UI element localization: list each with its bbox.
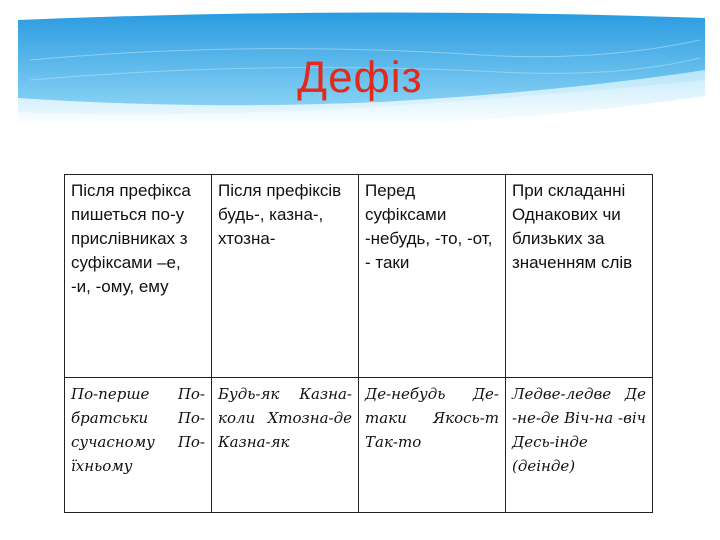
example-cell-2: Будь-як Казна-коли Хтозна-де Казна-як bbox=[212, 378, 359, 513]
examples-row bbox=[65, 378, 653, 513]
rule-cell-4: При складанні Однакових чи близьких за значенням слів bbox=[506, 175, 653, 378]
rules-row bbox=[65, 175, 653, 378]
rule-cell-3: Перед суфіксами -небудь, -то, -от, - таки bbox=[359, 175, 506, 378]
hyphen-rules-table bbox=[64, 174, 653, 513]
example-cell-3: Де-небудь Де-таки Якось-т Так-то bbox=[359, 378, 506, 513]
slide-title: Дефіз bbox=[297, 53, 423, 102]
rule-cell-2: Після префіксів будь-, казна-, хтозна- bbox=[212, 175, 359, 378]
example-cell-1: По-перше По-братськи По-сучасному По-їхньому bbox=[65, 378, 212, 513]
rule-cell-1: Після префікса пишеться по-у прислівниках з суфіксами –е, -и, -ому, ему bbox=[65, 175, 212, 378]
example-cell-4: Ледве-ледве Де -не-де Віч-на -віч Десь-інде (деінде) bbox=[506, 378, 653, 513]
